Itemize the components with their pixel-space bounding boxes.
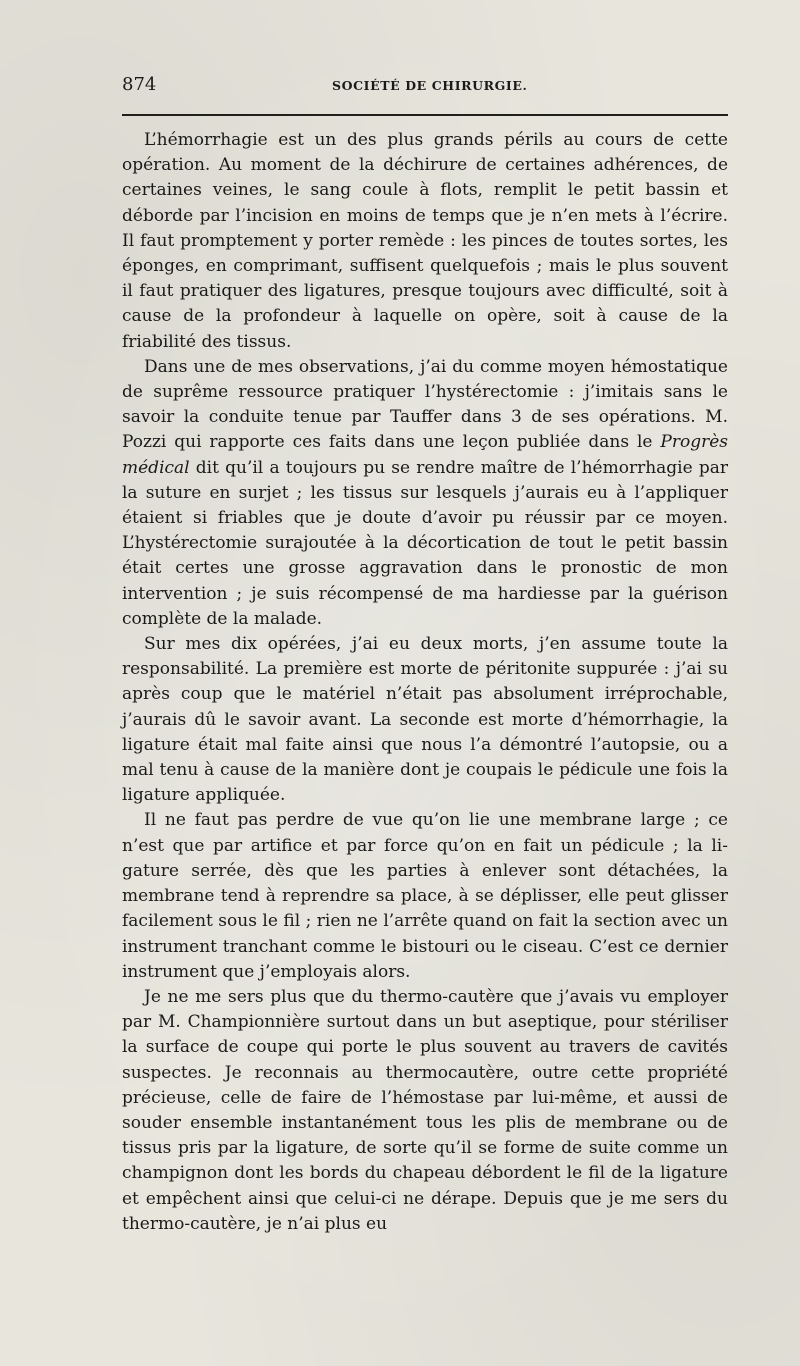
paragraph-text: Dans une de mes observations, j’ai du comme moyen hémostatique de suprême ressource pratiquer l’hystérectomie : j’imitais sans le savoir la conduite tenue par Tauffer dans 3 de ses opérations. M. Pozzi qui rapporte ces faits dans une leçon publiée dans le xyxy=(122,356,728,453)
paragraph-hysterectomy xyxy=(122,355,728,632)
paragraph-ligature: Il ne faut pas perdre de vue qu’on lie une membrane large ; ce n’est que par artifice et par force qu’on en fait un pédicule ; la ligature serrée, dès que les parties à enlever sont détachées, la membrane tend à reprendre sa place, à se déplisser, elle peut glisser facilement sous le fil ; rien ne l’arrête quand on fait la section avec un instrument tranchant comme le bistouri ou le ciseau. C’est ce dernier instrument que j’employais alors. xyxy=(122,810,728,982)
paragraph-deaths: Sur mes dix opérées, j’ai eu deux morts, j’en assume toute la responsabilité. La première est morte de péritonite suppurée : j’ai su après coup que le matériel n’était pas absolument irréprochable, j’aurais dû le savoir avant. La seconde est morte d’hémorrhagie, la ligature était mal faite ainsi que nous l’a démontré l’autopsie, ou a mal tenu à cause de la manière dont je coupais le pédicule une fois la ligature appliquée. xyxy=(122,634,728,806)
running-title: SOCIÉTÉ DE CHIRURGIE. xyxy=(332,78,528,93)
header-rule xyxy=(122,114,728,116)
paragraph-hemorrhage: L’hémorrhagie est un des plus grands périls au cours de cette opération. Au moment de la déchirure de certaines adhérences, de certaines veines, le sang coule à flots, remplit le petit bassin et déborde par l’incision en moins de temps que je n’en mets à l’écrire. Il faut promptement y porter remède : les pinces de toutes sortes, les éponges, en comprimant, suffisent quelquefois ; mais le plus souvent il faut pratiquer des ligatures, presque toujours avec difficulté, soit à cause de la profondeur à laquelle on opère, soit à cause de la friabilité des tissus. xyxy=(122,130,728,352)
page-number: 874 xyxy=(122,74,157,95)
book-page xyxy=(122,70,728,1237)
journal-title: Progrès médical xyxy=(122,432,728,478)
body-text xyxy=(122,128,728,1237)
paragraph-text: dit qu’il a toujours pu se rendre maître de l’hémorrhagie par la suture en surjet ; les tissus sur lesquels j’aurais eu à l’appliquer étaient si friables que je doute d’avoir pu réussir par ce moyen. L’hystérectomie surajoutée à la décortication de tout le petit bassin était certes une grosse aggravation dans le pronostic de mon intervention ; je suis récompensé de ma hardiesse par la guérison complète de la malade. xyxy=(122,457,728,629)
paragraph-thermocautery: Je ne me sers plus que du thermo-cautère que j’avais vu employer par M. Championnière surtout dans un but aseptique, pour stériliser la surface de coupe qui porte le plus souvent au travers de cavités suspectes. Je reconnais au thermocautère, outre cette propriété précieuse, celle de faire de l’hémostase par lui-même, et aussi de souder ensemble instantanément tous les plis de membrane ou de tissus pris par la ligature, de sorte qu’il se forme de suite comme un champignon dont les bords du chapeau débordent le fil de la ligature et empêchent ainsi que celui-ci ne dérape. Depuis que je me sers du thermo-cautère, je n’ai plus eu xyxy=(122,986,728,1234)
running-head xyxy=(122,70,728,104)
